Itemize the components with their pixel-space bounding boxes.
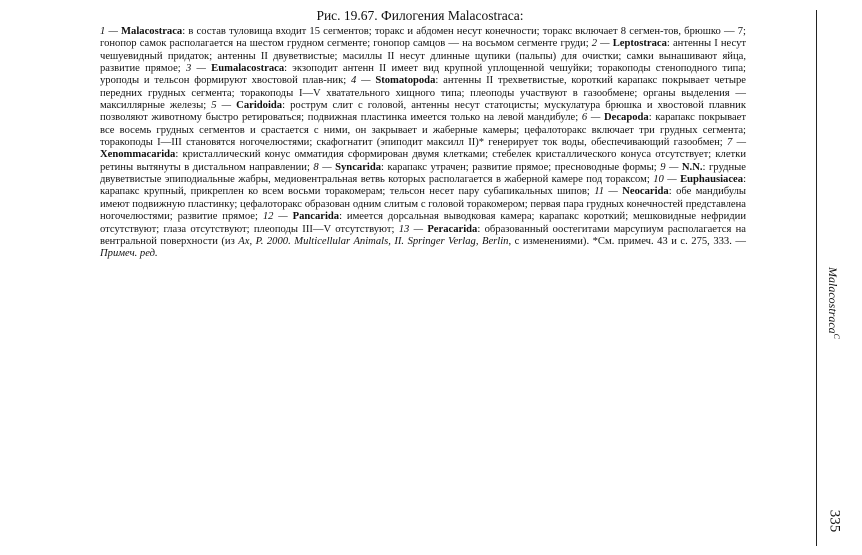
caption-taxon-name: Syncarida xyxy=(335,161,382,173)
caption-item-number: 5 — xyxy=(211,100,237,112)
caption-taxon-name: Leptostraca xyxy=(612,38,667,50)
running-head-text xyxy=(825,267,841,339)
page-number xyxy=(826,500,842,542)
editor-note: Примеч. ред. xyxy=(100,248,158,260)
caption-taxon-name: Eumalacostraca xyxy=(211,63,285,75)
caption-source-tail: , с изменениями). *См. примеч. 43 и с. 275, 333. — xyxy=(508,235,746,247)
caption-item-number: 10 — xyxy=(653,174,681,186)
caption-item-text: : в состав туловища входит 15 сегментов; торакс и абдомен несут конечности; торакс включает 8 сегмен-тов, брюшко — 7; гонопор самок располагается на шестом грудном сегменте; гонопор самцов — на восьмом сегменте груди; xyxy=(100,26,747,50)
caption-taxon-name: Peracarida xyxy=(427,223,478,235)
caption-taxon-name: N.N. xyxy=(681,161,703,173)
caption-item-number: 4 — xyxy=(351,75,376,87)
caption-item-number: 11 — xyxy=(594,186,623,198)
figure-caption-body xyxy=(100,26,746,261)
caption-item-text: : антенны I несут чешуевидный придаток; антенны II двуветвистые; масиллы II несут длинные щупики (пальпы) для очистки; самки вынашивают яйца, развитие прямое; xyxy=(100,38,746,75)
caption-item-number: 3 — xyxy=(185,63,212,75)
caption-taxon-name: Pancarida xyxy=(292,211,340,223)
caption-item-text: : имеется дорсальная выводковая камера; карапакс короткий; мешковидные нефридии отсутствуют; глаза отсутствуют; плеоподы III—V отсутствуют; xyxy=(100,211,746,235)
caption-item-number: 9 — xyxy=(660,161,682,173)
caption-item-text: : карапакс утрачен; развитие прямое; пресноводные формы; xyxy=(381,161,661,173)
caption-source-reference: Ax, P. 2000. Multicellular Animals, II. Springer Verlag, Berlin xyxy=(238,235,509,247)
caption-item-number: 1 — xyxy=(100,26,122,37)
caption-paragraph xyxy=(100,26,746,261)
page-number-text: 335 xyxy=(826,509,843,533)
caption-item-number: 8 — xyxy=(313,161,336,173)
caption-item-number: 6 — xyxy=(581,112,604,124)
caption-item-number: 2 — xyxy=(591,38,613,50)
caption-taxon-name: Stomatopoda xyxy=(375,75,436,87)
caption-item-number: 7 — xyxy=(727,137,746,149)
running-head xyxy=(826,238,840,368)
figure-caption-title: Рис. 19.67. Филогения Malacostraca: xyxy=(316,8,524,23)
caption-item-text: : кристаллический конус омматидия сформирован двумя клетками; стебелек кристаллического конуса отсутствует; клетки ретины вытянуты в дистальном направлении; xyxy=(100,149,746,173)
caption-item-number: 13 — xyxy=(398,223,428,235)
caption-taxon-name: Malacostraca xyxy=(121,26,183,37)
caption-taxon-name: Caridoida xyxy=(236,100,283,112)
caption-item-text: : обе мандибулы имеют подвижную пластинку; цефалоторакс образован одним слитым с головой торакомером; первая пара грудных конечностей представлена ногочелюстями; развитие прямое; xyxy=(100,186,746,223)
caption-taxon-name: Xenommacarida xyxy=(100,149,176,161)
caption-item-text: : грудные двуветвистые эпиподиальные жабры, медиовентральная ветвь которых располагается в жаберной камере под тораксом; xyxy=(100,161,746,186)
caption-item-text: : антенны II трехветвистые, короткий карапакс покрывает четыре передних грудных сегмента; торакоподы I—V хватательного хищного типа; плеоподы участвуют в газообмене; органы выделения — максиллярные железы; xyxy=(100,75,746,112)
caption-item-text: : карапакс покрывает все восемь грудных сегментов и срастается с ними, он закрывает и жаберные камеры; цефалоторакс включает три грудных сегмента; торакоподы I—III становятся ногочелюстями; скафогнатит (эпиподит максилл II)* генерирует ток воды, обеспечивающий газообмен; xyxy=(100,112,747,149)
caption-taxon-name: Neocarida xyxy=(622,186,669,198)
running-head-title: Malacostraca xyxy=(826,267,840,334)
caption-taxon-name: Euphausiacea xyxy=(680,174,744,186)
running-head-sup: C xyxy=(832,333,841,339)
caption-item-number: 12 — xyxy=(262,211,293,223)
caption-taxon-name: Decapoda xyxy=(604,112,649,124)
margin-rule xyxy=(816,10,817,546)
caption-item-text: : рострум слит с головой, антенны несут статоцисты; мускулатура брюшка и хвостовой плавник позволяют животному быстро ретироваться; подвижная пластинка имеется только на левой мандибуле; xyxy=(100,100,746,124)
caption-item-text: : образованный оостегитами марсупиум располагается на вентральной поверхности (из xyxy=(100,223,746,247)
caption-item-text: : карапакс крупный, прикреплен ко всем восьми торакомерам; тельсон несет пару субапикальных шипов; xyxy=(100,174,747,198)
caption-item-text: : экзоподит антенн II имеет вид крупной уплощенной чешуйки; торакоподы стеноподного типа; уроподы и тельсон формируют хвостовой плав-ник; xyxy=(100,63,746,87)
